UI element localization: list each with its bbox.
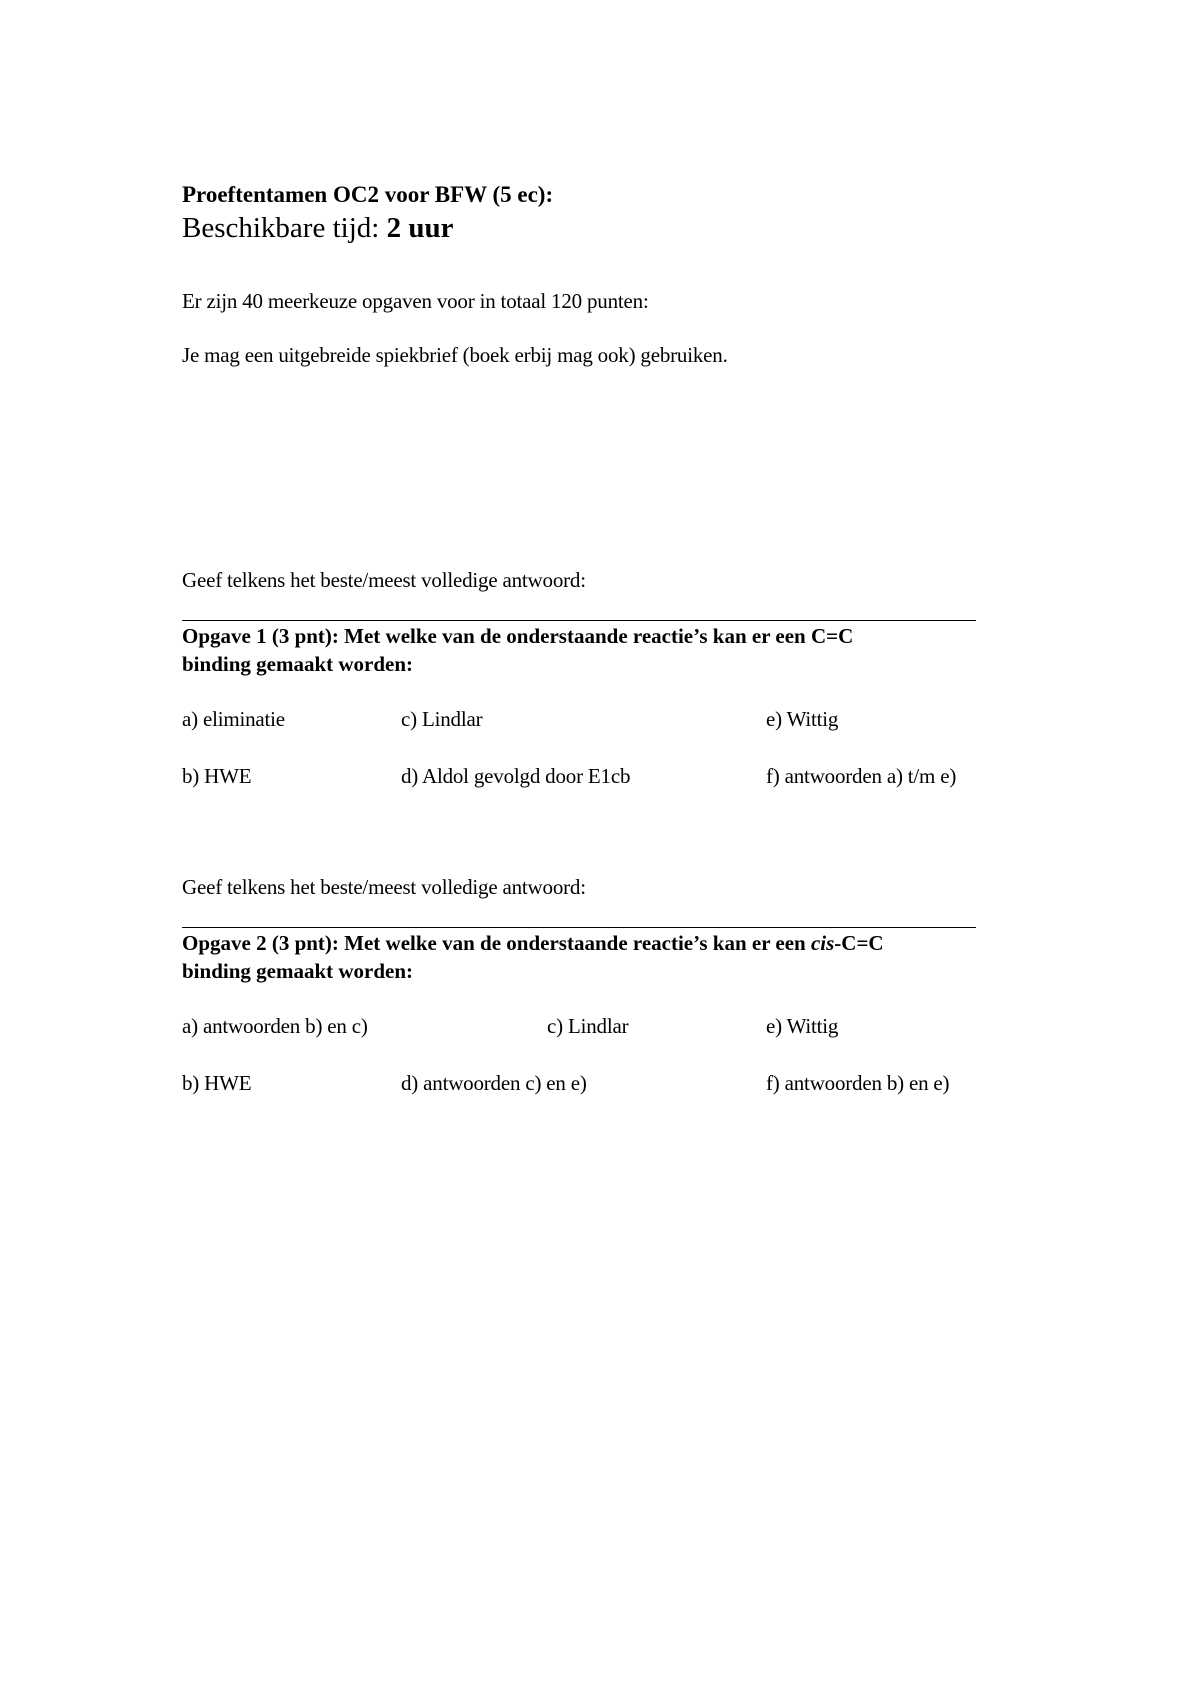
- q1-instruction: Geef telkens het beste/meest volledige antwoord:: [182, 568, 586, 592]
- intro-line-1: Er zijn 40 meerkeuze opgaven voor in totaal 120 punten:: [182, 289, 649, 313]
- q1-divider: [182, 620, 976, 621]
- available-time-value: 2 uur: [386, 212, 454, 244]
- q1-option-d: d) Aldol gevolgd door E1cb: [401, 764, 631, 788]
- q2-divider: [182, 927, 976, 928]
- q2-option-f: f) antwoorden b) en e): [766, 1071, 950, 1095]
- q2-option-b: b) HWE: [182, 1071, 252, 1095]
- q1-question-line-2: binding gemaakt worden:: [182, 652, 414, 676]
- available-time: [182, 212, 453, 245]
- q1-option-f: f) antwoorden a) t/m e): [766, 764, 957, 788]
- q2-option-e: e) Wittig: [766, 1014, 839, 1038]
- q2-instruction: Geef telkens het beste/meest volledige antwoord:: [182, 875, 586, 899]
- exam-title: Proeftentamen OC2 voor BFW (5 ec):: [182, 182, 554, 207]
- q1-option-c: c) Lindlar: [401, 707, 483, 731]
- q2-question-text: Opgave 2 (3 pnt): Met welke van de onderstaande reactie’s kan er een: [182, 931, 811, 955]
- q2-option-a: a) antwoorden b) en c): [182, 1014, 368, 1038]
- q2-question-suffix: -C=C: [834, 931, 884, 955]
- q2-cis-italic: cis: [810, 931, 835, 955]
- available-time-label: Beschikbare tijd:: [182, 212, 387, 244]
- intro-line-2: Je mag een uitgebreide spiekbrief (boek erbij mag ook) gebruiken.: [182, 343, 728, 367]
- q2-question-line-1: [182, 931, 884, 955]
- q1-option-a: a) eliminatie: [182, 707, 285, 731]
- q1-option-e: e) Wittig: [766, 707, 839, 731]
- q2-question-line-2: binding gemaakt worden:: [182, 959, 414, 983]
- q2-option-c: c) Lindlar: [547, 1014, 629, 1038]
- q2-option-d: d) antwoorden c) en e): [401, 1071, 587, 1095]
- q1-question-line-1: Opgave 1 (3 pnt): Met welke van de onderstaande reactie’s kan er een C=C: [182, 624, 854, 648]
- q1-option-b: b) HWE: [182, 764, 252, 788]
